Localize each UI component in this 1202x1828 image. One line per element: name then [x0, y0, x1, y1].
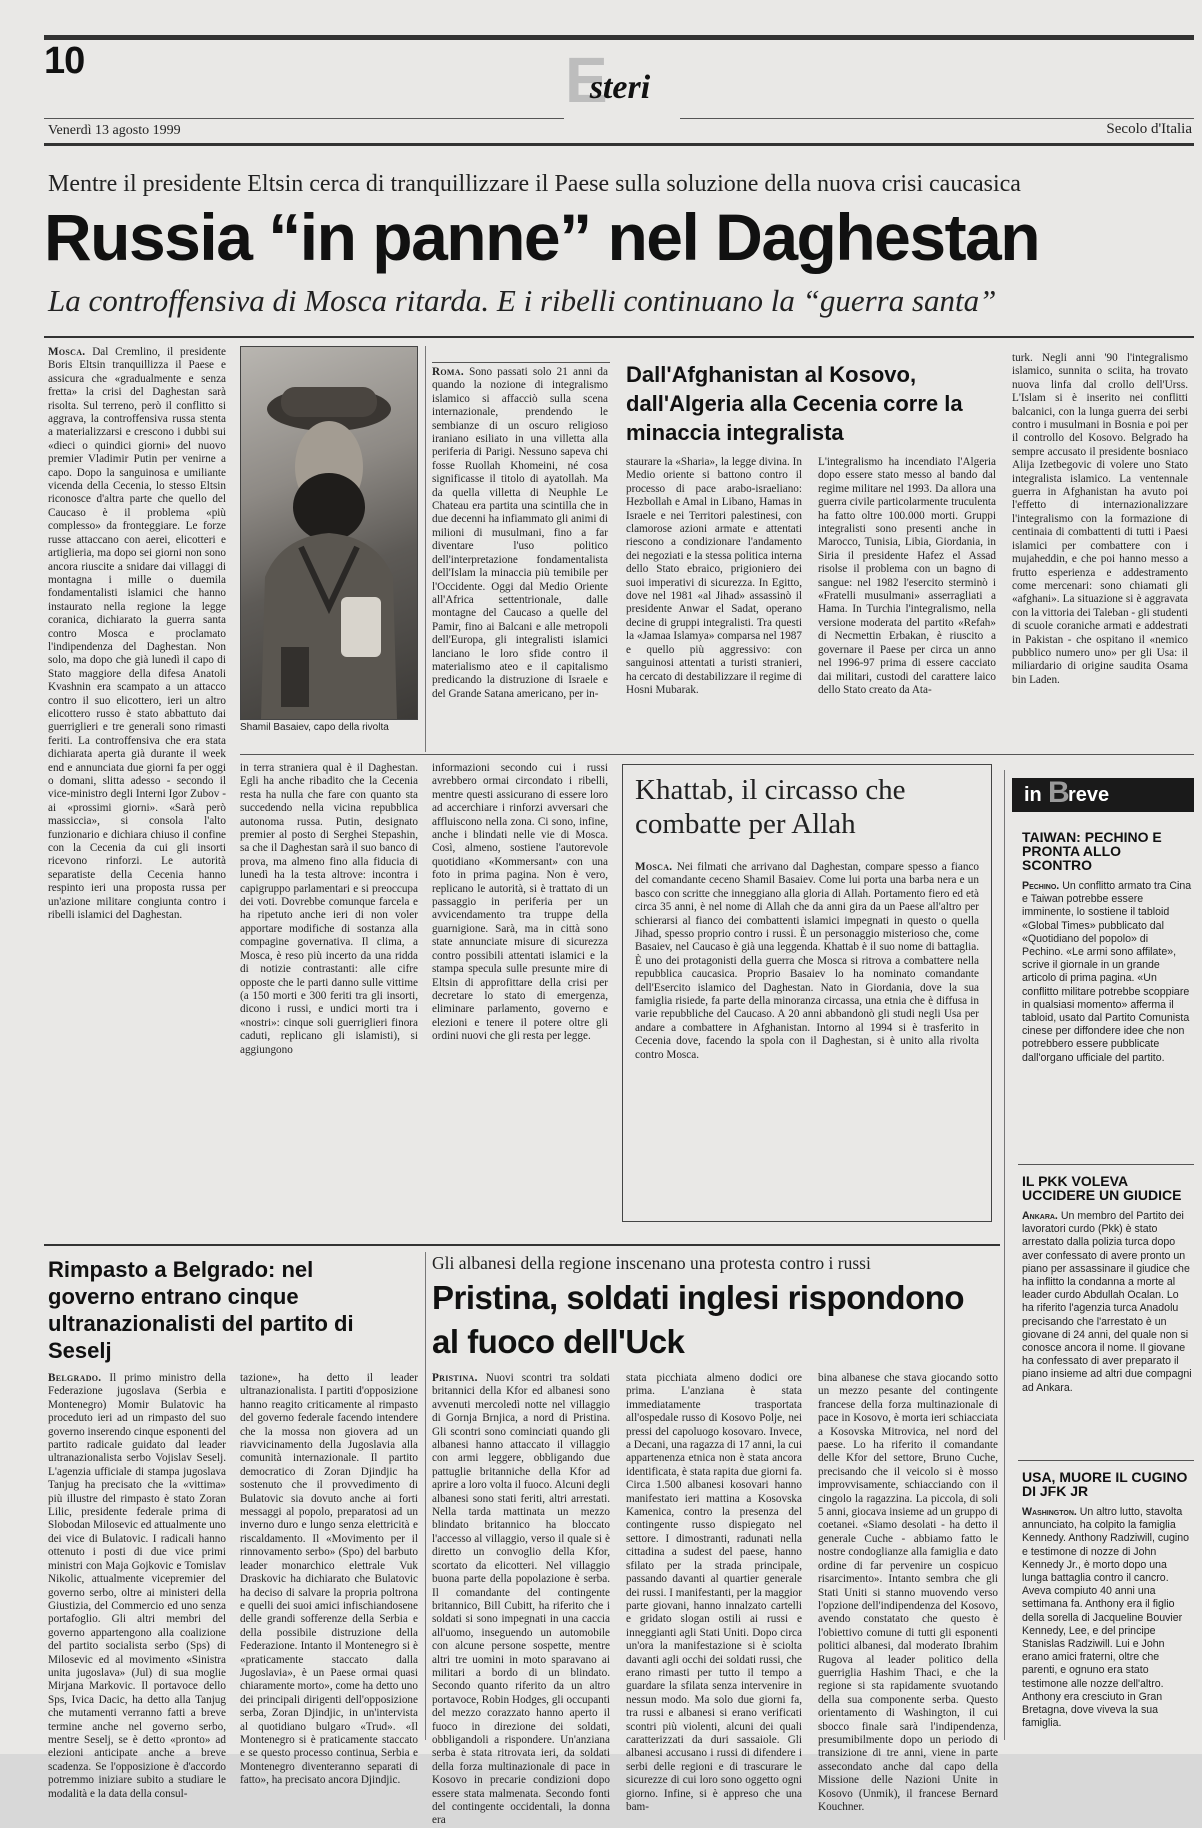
lower-section-rule [44, 1244, 1000, 1246]
in-breve-rest: reve [1068, 784, 1110, 806]
section-initial: E [565, 44, 608, 116]
pristina-col2-text: stata picchiata almeno dodici ore prima. L'anziana è stata immediatamente trasportata all'ospedale russo di Kosovo Polje, nei pressi del capoluogo kosovaro. Invece, a Decani, una ragazza di 17 anni, la cui appartenenza etnica non è stata ancora identificata, è stata rapita due giorni fa. Circa 1.500 albanesi kosovari hanno manifestato ieri mattina a Kosovska Kamenica, contro la presenza del contingente russo dispiegato nel settore. I dimostranti, radunati nella cittadina a sudest del paese, hanno sfilato per la strada principale, passando davanti al quartier generale dei russi. I manifestanti, per la maggior parte giovani, hanno innalzato cartelli e gridato slogan ostili ai russi e inneggianti agli Stati Uniti. Dopo circa un'ora la manifestazione si è sciolta davanti agli occhi dei soldati russi, che erano rimasti per tutto il tempo a guardare la sfilata senza intervenire in nessun modo. Ma solo due giorni fa, tra russi e albanesi si erano verificati scontri più violenti, alcuni dei quali caratterizzati da duri sassaiole. Gli albanesi accusano i russi di difendere i serbi delle regioni e di trascurare le sicurezze di cui loro sono oggetto ogni giorno. Infine, si è appreso che una bam- [626, 1372, 802, 1813]
brief-title-usa: USA, MUORE IL CUGINO DI JFK JR [1022, 1469, 1188, 1499]
brief-title-pkk: IL PKK VOLEVA UCCIDERE UN GIUDICE [1022, 1173, 1182, 1203]
belgrade-headline: Rimpasto a Belgrado: nel governo entrano cinque ultranazionalisti del partito di Seselj [48, 1257, 354, 1363]
integralism-col2-text: staurare la «Sharia», la legge divina. In Medio oriente si battono contro il processo di pace arabo-israeliano: Hezbollah e Amal in Libano, Hamas in Israele e nei Territori palestinesi, con clamorose azioni armate e attentati riescono a condizionare l'andamento dei negoziati e la stessa politica interna dello Stato ebraico, prigioniero dei suoi imperativi di sicurezza. In Egitto, dove nel 1981 «al Jihad» assassinò il presidente Anwar el Sadat, operano decine di gruppi integralisti. Tra questi la «Jamaa Islamya» comparsa nel 1987 e quello più aggressivo: con sanguinosi attentati a turisti stranieri, ha cercato di destabilizzare il regime di Hosni Mubarak. [626, 456, 802, 696]
integralism-column-2 [626, 456, 802, 750]
brief-item-usa [1022, 1470, 1192, 1732]
divider-pristina [425, 1252, 426, 1740]
brief-dateline-pkk: Ankara. [1022, 1210, 1058, 1222]
section-title [565, 44, 668, 116]
pristina-column-2 [626, 1372, 802, 1813]
khattab-body [635, 861, 979, 1211]
header-rule-right [680, 118, 1194, 119]
main-kicker: Mentre il presidente Eltsin cerca di tranquillizzare il Paese sulla soluzione della nuova crisi caucasica [48, 171, 1021, 197]
brief-dateline-taiwan: Pechino. [1022, 880, 1060, 892]
brief-separator-1 [1018, 1164, 1194, 1165]
pristina-kicker: Gli albanesi della regione inscenano una protesta contro i russi [432, 1253, 871, 1273]
main-subhead: La controffensiva di Mosca ritarda. E i ribelli continuano la “guerra santa” [48, 283, 997, 318]
khattab-dateline: Mosca. [635, 861, 673, 873]
belgrade-col2-text: tazione», ha detto il leader ultranazionalista. I partiti d'opposizione hanno reagito criticamente al rimpasto del governo federale facendo intendere che la mossa non giovera ad un riavvicinamento della Jugoslavia alla comunità internazionale. Il partito democratico di Zoran Djindjic ha sostenuto che il provvedimento di Bulatovic sia dovuto anche ai forti messaggi al popolo, preparatosi ad un inverno duro e lungo senza elettricità e riscaldamento. Il «Movimento per il rinnovamento serbo» (Spo) del barbuto leader monarchico elettrale Vuk Draskovic ha dichiarato che Bulatovic ha deciso di salvare la propria poltrona e quelli dei suoi amici infischiandosene delle grandi sofferenze della Serbia e della possibile distruzione della Federazione. Intanto il Montenegro si è «praticamente staccato dalla Jugoslavia», è un Paese ormai quasi chiaramente morto», come ha detto uno dei principali dirigenti dell'opposizione serba, Zoran Djindjic, in un'intervista al quotidiano bulgaro «Trud». «Il Montenegro si è praticamente staccato e se questo processo continua, Serbia e Montenegro diventeranno separati di fatto», ha precisato ancora Djindjic. [240, 1372, 418, 1787]
main-column-2 [240, 762, 418, 1238]
pristina-column-3 [818, 1372, 998, 1813]
integralism-dateline: Roma. [432, 366, 464, 378]
main-column-1 [48, 346, 226, 940]
brief-text-pkk: Un membro del Partito dei lavoratori curdo (Pkk) è stato arrestato dalla polizia turca dopo aver confessato di avere pronto un piano per assassinare il giudice che ha inflitto la condanna a morte al leader curdo Abdullah Ocalan. Lo ha riferito l'agenzia turca Anadolu precisando che l'arrestato è un giovane di 24 anni, del quale non si conosce ancora il nome. Il giovane ha confessato di aver preparato il piano insieme ad altri due compagni ad Ankara. [1022, 1210, 1192, 1394]
header-bottom-rule [44, 143, 1194, 146]
divider-integralism [425, 346, 426, 752]
belgrade-column-2 [240, 1372, 418, 1787]
integralism-column-1 [432, 366, 608, 750]
brief-dateline-usa: Washington. [1022, 1506, 1077, 1518]
khattab-headline: Khattab, il circasso che combatte per Allah [635, 774, 906, 840]
integralism-col4-text: turk. Negli anni '90 l'integralismo islamico, sunnita o sciita, ha trovato nuova linfa dal crollo dell'Urss. L'Islam si è inserito nei conflitti balcanici, con la lunga guerra dei serbi contro i musulmani in Bosnia e poi per il controllo del Kosovo. Belgrado ha sempre accusato il presidente bosniaco Alija Izetbegovic di volere uno Stato integralista islamico. La ventennale guerra in Afghanistan ha avuto poi l'effetto di internazionalizzare l'integralismo con la formazione di centinaia di combattenti di tutti i Paesi islamici per combattere con i mujaheddin, e che poi hanno messo a frutto esperienza e addestramento come mercenari: sono chiamati gli «afghani». La situazione si è aggravata con la vittoria dei Taleban - gli studenti di scuole coraniche armati e addestrati in Pakistan - che ospitano il «nemico pubblico numero uno» per gli Usa: il miliardario di origine saudita Osama bin Laden. [1012, 352, 1188, 686]
main-headline: Russia “in panne” nel Daghestan [44, 200, 1040, 274]
brief-text-usa: Un altro lutto, stavolta annunciato, ha colpito la famiglia Kennedy. Anthony Radziwill, cugino e testimone di nozze di John Kennedy Jr., è morto dopo una lunga battaglia contro il cancro. Aveva compiuto 40 anni una settimana fa. Anthony era il figlio della sorella di Jacqueline Bouvier Kennedy, Lee, e del principe Stanislas Radziwill. Lui e John erano amici fraterni, oltre che parenti, e ognuno era stato testimone alle nozze dell'altro. Anthony era cresciuto in Gran Bretagna, dove viveva la sua famiglia. [1022, 1506, 1190, 1730]
integralism-col3-text: L'integralismo ha incendiato l'Algeria dopo essere stato messo al bando dal regime militare nel 1993. Da allora una guerra civile particolarmente truculenta ha fatto oltre 100.000 morti. Gruppi integralisti sono presenti anche in Marocco, Tunisia, Libia, Giordania, in Siria il presidente Hafez el Assad risolse il problema con un bagno di sangue: nel 1982 l'esercito sterminò i «Fratelli musulmani» asserragliati a Hama. In Turchia l'integralismo, nella versione moderata del partito «Refah» di Necmettin Erbakan, è riuscito a governare il Paese per circa un anno nel 1996-97 prima di essere cacciato dai militari, custodi del carattere laico dello Stato creato da Ata- [818, 456, 996, 696]
main-col2-text: in terra straniera qual è il Daghestan. Egli ha anche ribadito che la Cecenia resta ha nulla che fare con quanto sta succedendo nella vicina repubblica autonoma russa. Putin, designato premier al posto di Serghei Stepashin, sa che il Daghestan sarà il suo banco di prova, ma almeno fino alla fiducia di lunedì ha la testa altrove: incontra i capigruppo parlamentari e si preoccupa dei voti. Dovrebbe comunque farcela e ha ripetuto anche ieri di non voler apportare modifiche di sostanza alla compagine governativa. Il clima, a Mosca, è reso più incerto da una ridda di notizie contrastanti: alle cifre opposte che le parti danno sulle vittime (a 150 morti e 300 feriti tra gli insorti, dicono i russi, e undici morti tra i «nostri»: cinque soli guerriglieri finora caduti, replicano gli islamisti), si aggiungono [240, 762, 418, 1056]
basaiev-photo [240, 346, 418, 720]
pristina-headline: Pristina, soldati inglesi rispondono al fuoco dell'Uck [432, 1279, 965, 1360]
brief-item-pkk [1022, 1174, 1192, 1454]
header-rule-left [44, 118, 564, 119]
portrait-illustration [241, 347, 417, 719]
brief-body-pkk [1022, 1210, 1192, 1454]
main-column-3 [432, 762, 608, 1238]
page-number: 10 [44, 40, 85, 82]
main-dateline: Mosca. [48, 346, 86, 358]
in-breve-in: in [1024, 784, 1042, 806]
brief-text-taiwan: Un conflitto armato tra Cina e Taiwan potrebbe essere imminente, lo sostiene il tabloid «Global Times» pubblicato dal «Quotidiano del popolo» di Pechino. «Le armi sono affilate», scrive il giornale in un grande articolo di prima pagina. «Un conflitto militare potrebbe scoppiare in qualsiasi momento» afferma il tabloid, usato dal Partito Comunista cinese per diffondere idee che non potrebbero essere pubblicate dall'organo ufficiale del partito. [1022, 880, 1192, 1064]
pristina-dateline: Pristina. [432, 1372, 478, 1384]
main-col3-text: informazioni secondo cui i russi avrebbero ormai circondato i ribelli, mentre questi assicurano di essere loro ad accerchiare i rinforzi avversari che affluiscono nella zona. Ci sono, infine, anche i blindati nelle vie di Mosca. Così, almeno, sostiene l'autorevole quotidiano «Kommersant» con una foto in prima pagina. Non è vero, replicano le autorità, si è trattato di un passaggio in periferia per un avvicendamento tra truppe della guarnigione. Sarà, ma in città sono state annunciate misure di sicurezza contro possibili attentati islamici e la stampa specula sulle presunte mire di Eltsin di approfittare della crisi per decretare lo stato di emergenza, eliminare parlamento, governo e elezioni e tenere il potere oltre gli ordini nuovi che gli resta per legge. [432, 762, 608, 1043]
pristina-column-1 [432, 1372, 610, 1827]
belgrade-dateline: Belgrado. [48, 1372, 102, 1384]
in-breve-banner [1012, 778, 1194, 812]
issue-date: Venerdì 13 agosto 1999 [48, 123, 181, 138]
khattab-text: Nei filmati che arrivano dal Daghestan, compare spesso a fianco del comandante ceceno Shamil Basaiev. Come lui porta una barba nera e un basco con scritte che inneggiano alla gloria di Allah. Portamento fiero ed età circa 35 anni, è nel nome di Allah che da anni gira da un Paese all'altro per schierarsi al fianco dei combattenti islamici impegnati in questo o quella Jihad, spesso proprio contro i russi. È un personaggio misterioso che, come Basaiev, nel Caucaso è già una leggenda. Khattab è il suo nome di battaglia. È uno dei protagonisti della guerra che Mosca si ritrova a combattere nella repubblica caucasica. Proprio Basaiev lo ha nominato comandante dell'Esercito islamico del Daghestan. Nato in Giordania, dove la sua famiglia risiede, fa parte della minoranza circassa, una etnia che è diffusa in varie repubbliche del Caucaso. A 20 anni abbandonò gli studi negli Usa per andare a combattere in Afghanistan. Intorno al 1994 si è trasferito in Cecenia dove, facendo la spola con il Daghestan, si è unito alla rivolta contro Mosca. [635, 861, 980, 1061]
belgrade-column-1 [48, 1372, 227, 1800]
main-col1-text: Dal Cremlino, il presidente Boris Eltsin tranquillizza il Paese e assicura che «gradualmente e senza fretta» la crisi del Daghestan sarà risolta. Sul terreno, però il conflitto si aggrava, la controffensiva russa stenta a materializzarsi e crescono i dubbi sui «dieci o quindici giorni» del nuovo premier Vladimir Putin per venirne a capo. Dopo la sanguinosa e umiliante vicenda della Cecenia, lo stesso Eltsin riconosce d'altra parte che quello del Caucaso è il problema «più complesso» da fronteggiare. Le forze russe attaccano con aerei, elicotteri e artiglieria, ma dopo sei giorni non sono ancora riuscite a snidare dai villaggi di montagna i mille o duemila fondamentalisti islamici che hanno instaurato nella regione la legge coranica, dichiarato la guerra santa contro Mosca e proclamato l'indipendenza del Daghestan. Non solo, ma dopo che già lunedì il capo di Stato maggiore della difesa Anatoli Kvashnin era scampato a un attacco contro il suo elicottero, ieri un altro elicottero russo è stato abbattuto dai guerriglieri e tre generali sono rimasti feriti. La controffensiva che era stata dichiarata aperta già durante il week end e annunciata due giorni fa per oggi o domani, slitta adesso - secondo il vice-ministro degli Interni Igor Zubov - ai «prossimi giorni». «Sarà però massiccia», si consola l'alto funzionario e dichiara chiuso il confine con la Cecenia da cui gli insorti ricevono rinforzi. Le autorità separatiste della Cecenia hanno respinto ieri una proposta russa per un'azione militare congiunta contro i ribelli islamici del Daghestan. [48, 346, 227, 922]
integralism-headline: Dall'Afghanistan al Kosovo, dall'Algeria alla Cecenia corre la minaccia integralista [626, 362, 963, 445]
brief-title-taiwan: TAIWAN: PECHINO E PRONTA ALLO SCONTRO [1022, 829, 1162, 873]
brief-item-taiwan [1022, 830, 1192, 1176]
belgrade-col1-text: Il primo ministro della Federazione jugoslava (Serbia e Montenegro) Momir Bulatovic ha proceduto ieri ad un rimpasto del suo governo inserendo cinque esponenti del partito radicale guidato dal leader ultranazionalista serbo Vojislav Seselj. L'agenzia ufficiale di stampa jugoslava Tanjug ha precisato che la «vittima» più illustre del rimpasto è stato Zoran Lilic, presidente federale prima di Slobodan Milosevic ed attualmente uno dei vice di Bulatovic. I radicali hanno ottenuto i posti di due vice primi ministri con Maja Gojkovic e Tomislav Nikolic, attualmente vicepremier del governo serbo, oltre ai ministeri della Giustizia, del Commercio ed uno senza portafoglio. Gli altri membri del governo appartengono alla coalizione del partito socialista serbo (Sps) di Milosevic ed al movimento «Sinistra unita jugoslava» (Jul) di sua moglie Mirjana Markovic. Il portavoce dello Sps, Ivica Dacic, ha detto alla Tanjug che mutamenti verranno fatti a breve termine anche nel governo serbo, mentre Seselj, se è detto «pronto» ad elezioni anticipate anche a breve scadenza. Se l'opposizione è d'accordo potremmo iniziare subito a studiare le modalità e la data della consul- [48, 1372, 227, 1800]
khattab-box [622, 764, 992, 1222]
integralism-column-4 [1012, 352, 1188, 750]
brief-body-usa [1022, 1506, 1192, 1732]
top-rule [44, 35, 1194, 40]
pristina-col1-text: Nuovi scontri tra soldati britannici della Kfor ed albanesi sono avvenuti mercoledì notte nel villaggio di Gornja Brnjica, a nord di Pristina. Gli scontri sono cominciati quando gli albanesi hanno attaccato il villaggio con armi leggere, obbligando due pattuglie britanniche della Kfor ad aprire a loro volta il fuoco. Alcuni degli albanesi sono stati feriti, altri arrestati. Nella tarda mattinata un mezzo blindato britannico ha bloccato l'accesso al villaggio, verso il quale si è diretto un convoglio della Kfor, scortato da elicotteri. Nel villaggio buona parte della popolazione è serba. Il comandante del contingente britannico, Bill Cubitt, ha riferito che i soldati si sono impegnati in una caccia all'uomo, inseguendo un automobile con alcune persone sospette, mentre altri tre uomini in moto sparavano ai militari a bordo di un blindato. Secondo quanto riferito da un altro portavoce, Robin Hodges, gli occupanti del mezzo corazzato hanno aperto il fuoco in direzione dei soldati, obbligandoli a rispondere. Un'anziana serba è stata ritrovata ieri, da soldati della forza multinazionale di pace in Kosovo in precarie condizioni dopo essere stata malmenata. Secondo fonti del contingente occidentali, la donna era [432, 1372, 610, 1827]
brief-separator-2 [1018, 1460, 1194, 1461]
in-breve-b: B [1048, 776, 1070, 809]
photo-caption: Shamil Basaiev, capo della rivolta [240, 722, 389, 733]
divider-brief [1004, 770, 1005, 1740]
integralism-bottom-rule [240, 754, 1194, 755]
section-rest: steri [589, 69, 651, 106]
newspaper-name: Secolo d'Italia [1106, 121, 1192, 137]
integralism-top-rule [432, 362, 610, 363]
main-rule [44, 336, 1194, 338]
brief-body-taiwan [1022, 880, 1192, 1176]
integralism-col1-text: Sono passati solo 21 anni da quando la nozione di integralismo islamico si affacciò sulla scena internazionale, prendendo le sembianze di un oscuro religioso iraniano esiliato in una villetta alla periferia di Parigi. Nessuno sapeva chi fosse Ruollah Khomeini, né cosa significasse il titolo di ayatollah. Ma da quella villetta di Neuphle Le Chateau era partita una scintilla che in due decenni ha infiammato gli animi di milioni di musulmani, fino a far diventare l'uso politico dell'interpretazione fondamentalista dell'Islam la minaccia più temibile per l'Occidente. Oggi dal Medio Oriente all'Africa settentrionale, dalle montagne del Caucaso a quelle del Pamir, fino ai Balcani e alle metropoli dell'Europa, gli integralisti islamici lanciano le loro sfide contro il materialismo ateo e il capitalismo predicando la distruzione di Israele e del Grande Satana americano, per in- [432, 366, 608, 700]
integralism-column-3 [818, 456, 996, 750]
pristina-col3-text: bina albanese che stava giocando sotto un mezzo pesante del contingente francese della forza multinazionale di pace in Kosovo, è morta ieri schiacciata a Kosovska Mitrovica, nel nord del paese. Lo ha riferito il comandante delle Kfor del settore, Bruno Cuche, precisando che il veicolo si è mosso improvvisamente, schiacciando con il cingolo la ragazzina. La piccola, di soli 5 anni, giocava insieme ad un gruppo di coetanei. «Siamo desolati - ha detto il generale Cuche - abbiamo fatto le nostre condoglianze alla famiglia e dato ordine di far pervenire un cospicuo risarcimento». Intanto sembra che gli Stati Uniti si stanno muovendo verso l'opzione dell'indipendenza del Kosovo, avendo constatato che questo è l'obiettivo comune di tutti gli esponenti politici albanesi, dal moderato Ibrahim Rugova al leader politico della guerriglia Hashim Thaci, e che la regione si sta rapidamente svuotando della sua componente serba. Questo orientamento di Washington, il cui sbocco finale sarà l'indipendenza, presumibilmente dopo un periodo di transizione di tre anni, viene in parte assecondato anche dal capo della Missione delle Nazioni Unite in Kosovo (Unmik), il francese Bernard Kouchner. [818, 1372, 998, 1813]
